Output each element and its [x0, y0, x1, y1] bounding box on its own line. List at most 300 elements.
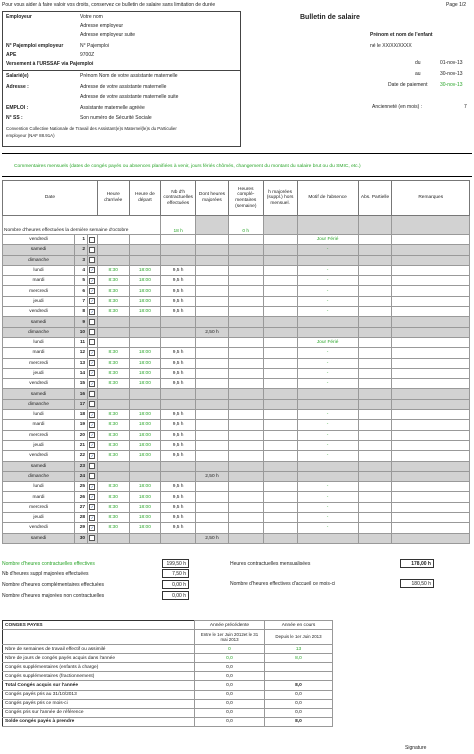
day-checkbox-cell[interactable] — [88, 255, 98, 265]
absence-motif[interactable] — [297, 461, 358, 471]
complementaires-hours — [228, 307, 263, 317]
ape-value: 9700Z — [80, 52, 95, 58]
complementaires-hours — [228, 492, 263, 502]
checkbox-checked-icon[interactable]: ✓ — [90, 380, 95, 386]
remarques[interactable] — [392, 358, 470, 368]
checkbox-empty-icon[interactable] — [89, 237, 95, 243]
abs-partielle[interactable] — [358, 513, 392, 523]
day-number: 9 — [75, 317, 88, 327]
absence-motif[interactable]: - — [297, 492, 358, 502]
remarques[interactable] — [392, 533, 470, 543]
absence-motif[interactable]: - — [297, 482, 358, 492]
absence-motif[interactable] — [297, 533, 358, 543]
absence-motif[interactable]: Jour Férié — [297, 235, 358, 245]
departure-time[interactable] — [129, 317, 161, 327]
absence-motif[interactable]: - — [297, 451, 358, 461]
day-checkbox-cell[interactable] — [88, 513, 98, 523]
abs-partielle[interactable] — [358, 502, 392, 512]
contract-hours — [161, 317, 196, 327]
remarques[interactable] — [392, 502, 470, 512]
day-number: 8 — [75, 307, 88, 317]
day-checkbox-cell[interactable] — [88, 430, 98, 440]
day-checkbox-cell[interactable] — [88, 358, 98, 368]
remarques[interactable] — [392, 337, 470, 347]
departure-time[interactable]: 18:00 — [129, 502, 161, 512]
absence-motif[interactable]: - — [297, 430, 358, 440]
absence-motif[interactable]: - — [297, 502, 358, 512]
abs-partielle[interactable] — [358, 348, 392, 358]
arrival-time[interactable]: 8:30 — [97, 502, 129, 512]
departure-time[interactable]: 18:00 — [129, 513, 161, 523]
remarques[interactable] — [392, 492, 470, 502]
departure-time[interactable]: 18:00 — [129, 523, 161, 533]
departure-time[interactable] — [129, 235, 161, 245]
day-number: 30 — [75, 533, 88, 543]
remarques[interactable] — [392, 286, 470, 296]
checkbox-checked-icon[interactable]: ✓ — [90, 442, 95, 448]
arrival-time[interactable] — [97, 337, 129, 347]
majorees-hours — [196, 296, 229, 306]
checkbox-checked-icon[interactable]: ✓ — [90, 349, 95, 355]
abs-partielle[interactable] — [358, 533, 392, 543]
day-checkbox-cell[interactable] — [88, 276, 98, 286]
departure-time[interactable]: 18:00 — [129, 265, 161, 275]
day-row — [3, 296, 470, 306]
day-checkbox-cell[interactable] — [88, 420, 98, 430]
arrival-time[interactable]: 8:30 — [97, 513, 129, 523]
abs-partielle[interactable] — [358, 245, 392, 255]
checkbox-checked-icon[interactable]: ✓ — [90, 514, 95, 520]
day-name: vendredi — [3, 379, 75, 389]
departure-time[interactable]: 18:00 — [129, 379, 161, 389]
remarques[interactable] — [392, 461, 470, 471]
absence-motif[interactable] — [297, 255, 358, 265]
day-row — [3, 255, 470, 265]
day-checkbox-cell[interactable] — [88, 399, 98, 409]
arrival-time[interactable]: 8:30 — [97, 440, 129, 450]
departure-time[interactable]: 18:00 — [129, 296, 161, 306]
complementaires-hours — [228, 513, 263, 523]
arrival-time[interactable]: 8:30 — [97, 410, 129, 420]
departure-time[interactable] — [129, 327, 161, 337]
abs-partielle[interactable] — [358, 265, 392, 275]
abs-partielle[interactable] — [358, 471, 392, 481]
conges-row — [3, 690, 403, 699]
contract-hours: 9,5 h — [161, 348, 196, 358]
checkbox-empty-icon[interactable] — [89, 473, 95, 479]
remarques[interactable] — [392, 379, 470, 389]
checkbox-checked-icon[interactable]: ✓ — [90, 298, 95, 304]
day-checkbox-cell[interactable] — [88, 327, 98, 337]
departure-time[interactable]: 18:00 — [129, 358, 161, 368]
absence-motif[interactable]: - — [297, 440, 358, 450]
absence-motif[interactable] — [297, 399, 358, 409]
day-checkbox-cell[interactable] — [88, 492, 98, 502]
day-checkbox-cell[interactable] — [88, 440, 98, 450]
col-remarques: Remarques — [392, 181, 470, 216]
day-checkbox-cell[interactable] — [88, 265, 98, 275]
departure-time[interactable] — [129, 533, 161, 543]
compl-value: 0,00 h — [162, 580, 189, 589]
departure-time[interactable] — [129, 255, 161, 265]
remarques[interactable] — [392, 430, 470, 440]
absence-motif[interactable]: - — [297, 358, 358, 368]
checkbox-checked-icon[interactable]: ✓ — [90, 267, 95, 273]
abs-partielle[interactable] — [358, 317, 392, 327]
hors-mensuel-hours — [263, 286, 297, 296]
absence-motif[interactable] — [297, 317, 358, 327]
arrival-time[interactable]: 8:30 — [97, 265, 129, 275]
day-checkbox-cell[interactable] — [88, 337, 98, 347]
arrival-time[interactable] — [97, 399, 129, 409]
absence-motif[interactable] — [297, 327, 358, 337]
hors-mensuel-hours — [263, 513, 297, 523]
complementaires-hours — [228, 255, 263, 265]
col-majorees: Dont heures majorées — [196, 181, 229, 216]
contract-hours: 9,5 h — [161, 420, 196, 430]
col-hors-mensuel: h majorées (suppl.) hors mensuel. — [263, 181, 297, 216]
remarques[interactable] — [392, 482, 470, 492]
departure-time[interactable]: 18:00 — [129, 482, 161, 492]
conges-spacer — [333, 708, 403, 717]
absence-motif[interactable]: - — [297, 307, 358, 317]
day-checkbox-cell[interactable] — [88, 482, 98, 492]
arrival-time[interactable] — [97, 245, 129, 255]
arrival-time[interactable]: 8:30 — [97, 296, 129, 306]
hors-mensuel-hours — [263, 461, 297, 471]
remarques[interactable] — [392, 245, 470, 255]
departure-time[interactable] — [129, 471, 161, 481]
arrival-time[interactable] — [97, 461, 129, 471]
last-week-hors — [263, 216, 297, 235]
arrival-time[interactable]: 8:30 — [97, 368, 129, 378]
employer-name: Votre nom — [80, 14, 103, 20]
hors-mensuel-hours — [263, 533, 297, 543]
day-checkbox-cell[interactable] — [88, 307, 98, 317]
abs-partielle[interactable] — [358, 492, 392, 502]
abs-partielle[interactable] — [358, 276, 392, 286]
day-checkbox-cell[interactable] — [88, 410, 98, 420]
abs-partielle[interactable] — [358, 235, 392, 245]
majorees-hours — [196, 513, 229, 523]
day-checkbox-cell[interactable] — [88, 348, 98, 358]
remarques[interactable] — [392, 307, 470, 317]
day-checkbox-cell[interactable] — [88, 502, 98, 512]
day-row — [3, 348, 470, 358]
checkbox-empty-icon[interactable] — [89, 257, 95, 263]
remarques[interactable] — [392, 523, 470, 533]
absence-motif[interactable]: - — [297, 368, 358, 378]
checkbox-checked-icon[interactable]: ✓ — [90, 370, 95, 376]
abs-partielle[interactable] — [358, 337, 392, 347]
arrival-time[interactable] — [97, 389, 129, 399]
checkbox-checked-icon[interactable]: ✓ — [90, 452, 95, 458]
checkbox-checked-icon[interactable]: ✓ — [90, 421, 95, 427]
contract-hours: 9,5 h — [161, 265, 196, 275]
employer-divider — [3, 70, 240, 71]
departure-time[interactable] — [129, 245, 161, 255]
arrival-time[interactable] — [97, 255, 129, 265]
departure-time[interactable]: 18:00 — [129, 307, 161, 317]
remarques[interactable] — [392, 410, 470, 420]
contract-hours — [161, 337, 196, 347]
day-checkbox-cell[interactable] — [88, 471, 98, 481]
remarques[interactable] — [392, 235, 470, 245]
arrival-time[interactable]: 8:30 — [97, 523, 129, 533]
absence-motif[interactable]: - — [297, 379, 358, 389]
day-name: vendredi — [3, 235, 75, 245]
abs-partielle[interactable] — [358, 296, 392, 306]
arrival-time[interactable]: 8:30 — [97, 379, 129, 389]
arrival-time[interactable]: 8:30 — [97, 276, 129, 286]
departure-time[interactable]: 18:00 — [129, 368, 161, 378]
last-week-complementaires: 0 h — [228, 216, 263, 235]
remarques[interactable] — [392, 276, 470, 286]
day-name: dimanche — [3, 327, 75, 337]
checkbox-checked-icon[interactable]: ✓ — [90, 504, 95, 510]
arrival-time[interactable]: 8:30 — [97, 482, 129, 492]
conges-prev-value: 0,0 — [195, 681, 265, 690]
abs-partielle[interactable] — [358, 451, 392, 461]
remarques[interactable] — [392, 296, 470, 306]
conges-prev-value: 0,0 — [195, 663, 265, 672]
abs-partielle[interactable] — [358, 420, 392, 430]
checkbox-empty-icon[interactable] — [89, 391, 95, 397]
checkbox-empty-icon[interactable] — [89, 329, 95, 335]
abs-partielle[interactable] — [358, 410, 392, 420]
day-row — [3, 410, 470, 420]
checkbox-empty-icon[interactable] — [89, 319, 95, 325]
day-number: 17 — [75, 399, 88, 409]
day-checkbox-cell[interactable] — [88, 461, 98, 471]
arrival-time[interactable]: 8:30 — [97, 286, 129, 296]
abs-partielle[interactable] — [358, 430, 392, 440]
abs-partielle[interactable] — [358, 389, 392, 399]
absence-motif[interactable]: - — [297, 276, 358, 286]
remarques[interactable] — [392, 317, 470, 327]
day-row — [3, 379, 470, 389]
conges-prev-value: 0,0 — [195, 717, 265, 726]
day-number: 24 — [75, 471, 88, 481]
arrival-time[interactable]: 8:30 — [97, 358, 129, 368]
day-checkbox-cell[interactable] — [88, 368, 98, 378]
abs-partielle[interactable] — [358, 440, 392, 450]
arrival-time[interactable]: 8:30 — [97, 451, 129, 461]
departure-time[interactable] — [129, 399, 161, 409]
absence-motif[interactable]: - — [297, 513, 358, 523]
day-row — [3, 482, 470, 492]
checkbox-empty-icon[interactable] — [89, 535, 95, 541]
day-checkbox-cell[interactable] — [88, 235, 98, 245]
conges-row-label: Nbre de jours de congés payés acquis dans l'année — [3, 654, 195, 663]
hors-mensuel-hours — [263, 337, 297, 347]
contract-hours — [161, 327, 196, 337]
absence-motif[interactable]: - — [297, 296, 358, 306]
conges-row-label: Congés pris sur l'année de référence — [3, 708, 195, 717]
day-checkbox-cell[interactable] — [88, 317, 98, 327]
abs-partielle[interactable] — [358, 307, 392, 317]
checkbox-checked-icon[interactable]: ✓ — [90, 411, 95, 417]
remarques[interactable] — [392, 513, 470, 523]
day-number: 19 — [75, 420, 88, 430]
remarques[interactable] — [392, 451, 470, 461]
complementaires-hours — [228, 235, 263, 245]
day-name: jeudi — [3, 296, 75, 306]
remarques[interactable] — [392, 420, 470, 430]
checkbox-checked-icon[interactable]: ✓ — [90, 432, 95, 438]
departure-time[interactable]: 18:00 — [129, 410, 161, 420]
departure-time[interactable] — [129, 461, 161, 471]
departure-time[interactable]: 18:00 — [129, 430, 161, 440]
conges-table — [2, 620, 403, 727]
absence-motif[interactable]: Jour Férié — [297, 337, 358, 347]
col-nb-contract: Nb d'h contractuelles effectuées — [161, 181, 196, 216]
absence-motif[interactable] — [297, 471, 358, 481]
absence-motif[interactable]: - — [297, 348, 358, 358]
day-checkbox-cell[interactable] — [88, 286, 98, 296]
abs-partielle[interactable] — [358, 461, 392, 471]
day-row — [3, 245, 470, 255]
last-week-row — [3, 216, 470, 235]
departure-time[interactable]: 18:00 — [129, 420, 161, 430]
abs-partielle[interactable] — [358, 286, 392, 296]
remarques[interactable] — [392, 255, 470, 265]
checkbox-checked-icon[interactable]: ✓ — [90, 288, 95, 293]
conges-spacer — [333, 717, 403, 726]
checkbox-checked-icon[interactable]: ✓ — [90, 308, 95, 314]
complementaires-hours — [228, 337, 263, 347]
abs-partielle[interactable] — [358, 358, 392, 368]
remarques[interactable] — [392, 440, 470, 450]
majorees-hours — [196, 337, 229, 347]
checkbox-checked-icon[interactable]: ✓ — [90, 483, 95, 489]
arrival-time[interactable]: 8:30 — [97, 492, 129, 502]
col-date: Date — [3, 181, 98, 216]
separator-top — [2, 153, 472, 154]
absence-motif[interactable] — [297, 389, 358, 399]
hors-mensuel-hours — [263, 420, 297, 430]
arrival-time[interactable] — [97, 235, 129, 245]
arrival-time[interactable]: 8:30 — [97, 307, 129, 317]
remarques[interactable] — [392, 265, 470, 275]
majorees-nc-value: 0,00 h — [162, 591, 189, 600]
complementaires-hours — [228, 286, 263, 296]
adresse-label: Adresse : — [6, 84, 29, 90]
remarques[interactable] — [392, 327, 470, 337]
abs-partielle[interactable] — [358, 327, 392, 337]
arrival-time[interactable] — [97, 533, 129, 543]
departure-time[interactable]: 18:00 — [129, 440, 161, 450]
departure-time[interactable]: 18:00 — [129, 451, 161, 461]
day-checkbox-cell[interactable] — [88, 245, 98, 255]
checkbox-checked-icon[interactable]: ✓ — [90, 493, 95, 499]
abs-partielle[interactable] — [358, 399, 392, 409]
day-number: 25 — [75, 482, 88, 492]
complementaires-hours — [228, 327, 263, 337]
hors-mensuel-hours — [263, 348, 297, 358]
arrival-time[interactable]: 8:30 — [97, 348, 129, 358]
hors-mensuel-hours — [263, 368, 297, 378]
day-checkbox-cell[interactable] — [88, 379, 98, 389]
abs-partielle[interactable] — [358, 523, 392, 533]
departure-time[interactable] — [129, 389, 161, 399]
day-name: lundi — [3, 410, 75, 420]
checkbox-checked-icon[interactable]: ✓ — [90, 277, 95, 283]
hors-mensuel-hours — [263, 482, 297, 492]
day-checkbox-cell[interactable] — [88, 296, 98, 306]
day-name: mardi — [3, 492, 75, 502]
remarques[interactable] — [392, 348, 470, 358]
conges-cur-value: 8,0 — [265, 717, 333, 726]
accueil-value: 180,50 h — [400, 579, 434, 588]
day-checkbox-cell[interactable] — [88, 451, 98, 461]
abs-partielle[interactable] — [358, 368, 392, 378]
day-checkbox-cell[interactable] — [88, 389, 98, 399]
abs-partielle[interactable] — [358, 482, 392, 492]
absence-motif[interactable]: - — [297, 245, 358, 255]
departure-time[interactable]: 18:00 — [129, 286, 161, 296]
col-depart: Heure de départ — [129, 181, 161, 216]
employer-box — [2, 11, 241, 147]
day-checkbox-cell[interactable] — [88, 523, 98, 533]
day-number: 16 — [75, 389, 88, 399]
arrival-time[interactable] — [97, 317, 129, 327]
remarques[interactable] — [392, 368, 470, 378]
departure-time[interactable] — [129, 337, 161, 347]
departure-time[interactable]: 18:00 — [129, 276, 161, 286]
contract-hours — [161, 471, 196, 481]
arrival-time[interactable] — [97, 327, 129, 337]
day-name: mardi — [3, 348, 75, 358]
abs-partielle[interactable] — [358, 379, 392, 389]
contract-hours — [161, 533, 196, 543]
absence-motif[interactable]: - — [297, 410, 358, 420]
checkbox-empty-icon[interactable] — [89, 247, 95, 253]
pajemploi-label: N° Pajemploi employeur — [6, 43, 64, 49]
ape-label: APE — [6, 52, 17, 58]
checkbox-empty-icon[interactable] — [89, 339, 95, 345]
departure-time[interactable]: 18:00 — [129, 348, 161, 358]
checkbox-empty-icon[interactable] — [89, 463, 95, 469]
arrival-time[interactable]: 8:30 — [97, 430, 129, 440]
day-checkbox-cell[interactable] — [88, 533, 98, 543]
conges-row — [3, 699, 403, 708]
majorees-hours — [196, 410, 229, 420]
absence-motif[interactable]: - — [297, 286, 358, 296]
remarques[interactable] — [392, 389, 470, 399]
checkbox-checked-icon[interactable]: ✓ — [90, 360, 95, 366]
conges-spacer — [333, 690, 403, 699]
remarques[interactable] — [392, 399, 470, 409]
departure-time[interactable]: 18:00 — [129, 492, 161, 502]
day-number: 10 — [75, 327, 88, 337]
remarques[interactable] — [392, 471, 470, 481]
checkbox-empty-icon[interactable] — [89, 401, 95, 407]
absence-motif[interactable]: - — [297, 265, 358, 275]
arrival-time[interactable]: 8:30 — [97, 420, 129, 430]
conges-cur-value: 0,0 — [265, 708, 333, 717]
absence-motif[interactable]: - — [297, 523, 358, 533]
day-number: 4 — [75, 265, 88, 275]
conges-spacer — [333, 645, 403, 654]
hours-table — [2, 180, 470, 544]
checkbox-checked-icon[interactable]: ✓ — [90, 524, 95, 530]
day-number: 14 — [75, 368, 88, 378]
majorees-hours — [196, 389, 229, 399]
abs-partielle[interactable] — [358, 255, 392, 265]
absence-motif[interactable]: - — [297, 420, 358, 430]
arrival-time[interactable] — [97, 471, 129, 481]
